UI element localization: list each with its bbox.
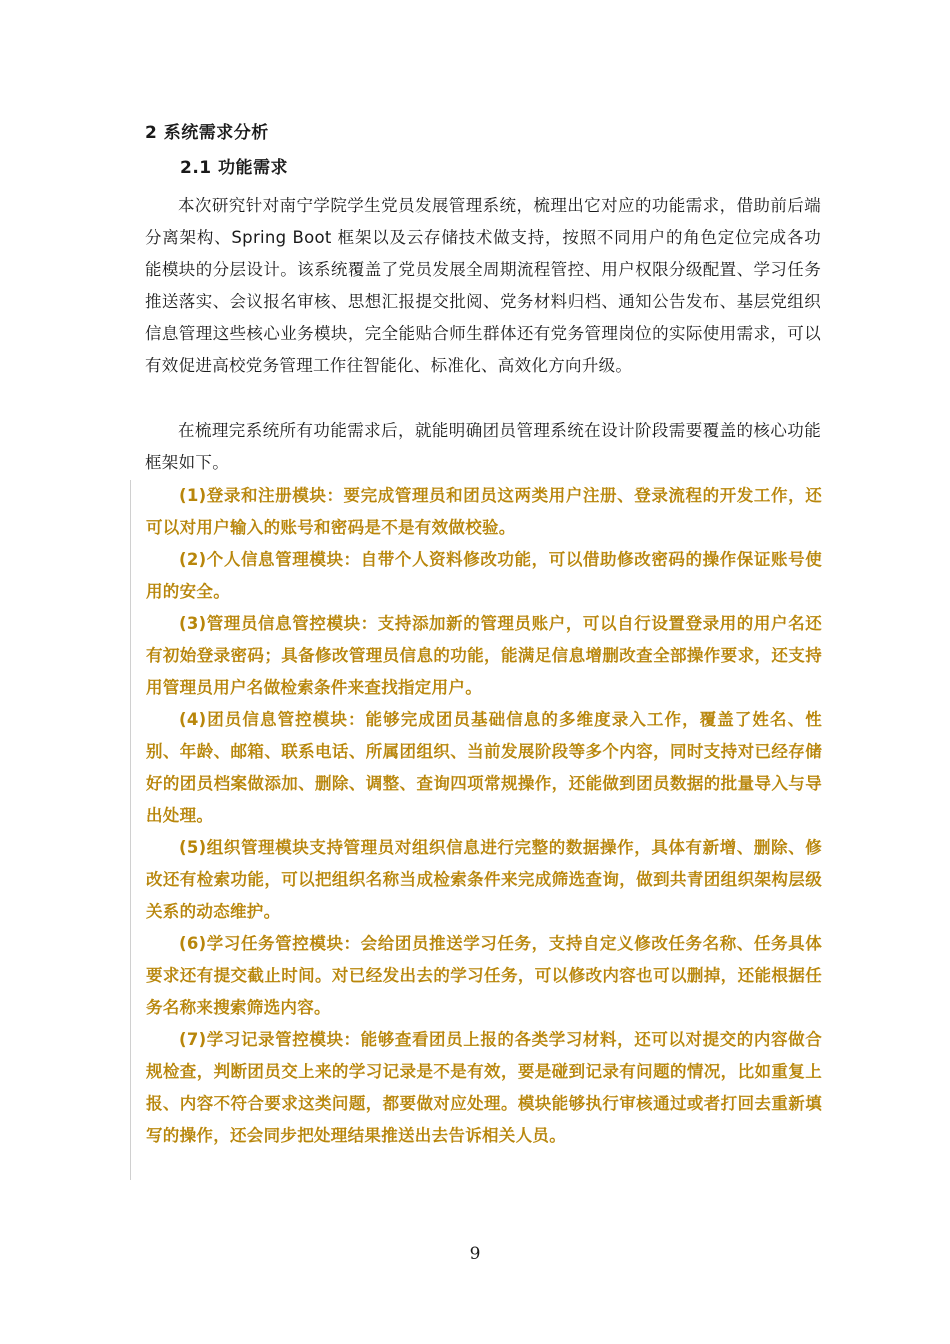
requirement-admin-info: (3)管理员信息管控模块：支持添加新的管理员账户，可以自行设置登录用的用户名还有初始登录密码；具备修改管理员信息的功能，能满足信息增删改查全部操作要求，还支持用管理员用户名做检索条件来查找指定用户。 [146, 614, 822, 697]
subsection-heading: 2.1 功能需求 [180, 158, 289, 178]
requirements-section [130, 480, 831, 1180]
requirement-study-task: (6)学习任务管控模块：会给团员推送学习任务，支持自定义修改任务名称、任务具体要求还有提交截止时间。对已经发出去的学习任务，可以修改内容也可以删掉，还能根据任务名称来搜索筛选内容。 [146, 934, 822, 1017]
section-heading: 2 系统需求分析 [145, 123, 269, 143]
framework-paragraph: 在梳理完系统所有功能需求后，就能明确团员管理系统在设计阶段需要覆盖的核心功能框架如下。 [145, 421, 821, 472]
requirement-organization: (5)组织管理模块支持管理员对组织信息进行完整的数据操作，具体有新增、删除、修改还有检索功能，可以把组织名称当成检索条件来完成筛选查询，做到共青团组织架构层级关系的动态维护。 [146, 838, 822, 921]
page-number: 9 [469, 1244, 481, 1264]
requirement-login-register: (1)登录和注册模块：要完成管理员和团员这两类用户注册、登录流程的开发工作，还可以对用户输入的账号和密码是不是有效做校验。 [146, 486, 822, 537]
requirement-member-info: (4)团员信息管控模块：能够完成团员基础信息的多维度录入工作，覆盖了姓名、性别、年龄、邮箱、联系电话、所属团组织、当前发展阶段等多个内容，同时支持对已经存储好的团员档案做添加、删除、调整、查询四项常规操作，还能做到团员数据的批量导入与导出处理。 [146, 710, 822, 825]
intro-paragraph: 本次研究针对南宁学院学生党员发展管理系统，梳理出它对应的功能需求，借助前后端分离架构、Spring Boot 框架以及云存储技术做支持，按照不同用户的角色定位完成各功能模块的分层设计。该系统覆盖了党员发展全周期流程管控、用户权限分级配置、学习任务推送落实、会议报名审核、思想汇报提交批阅、党务材料归档、通知公告发布、基层党组织信息管理这些核心业务模块，完全能贴合师生群体还有党务管理岗位的实际使用需求，可以有效促进高校党务管理工作往智能化、标准化、高效化方向升级。 [145, 196, 821, 375]
requirement-study-record: (7)学习记录管控模块：能够查看团员上报的各类学习材料，还可以对提交的内容做合规检查，判断团员交上来的学习记录是不是有效，要是碰到记录有问题的情况，比如重复上报、内容不符合要求这类问题，都要做对应处理。模块能够执行审核通过或者打回去重新填写的操作，还会同步把处理结果推送出去告诉相关人员。 [146, 1030, 822, 1145]
requirements-list [146, 480, 822, 1152]
requirement-personal-info: (2)个人信息管理模块：自带个人资料修改功能，可以借助修改密码的操作保证账号使用的安全。 [146, 550, 822, 601]
